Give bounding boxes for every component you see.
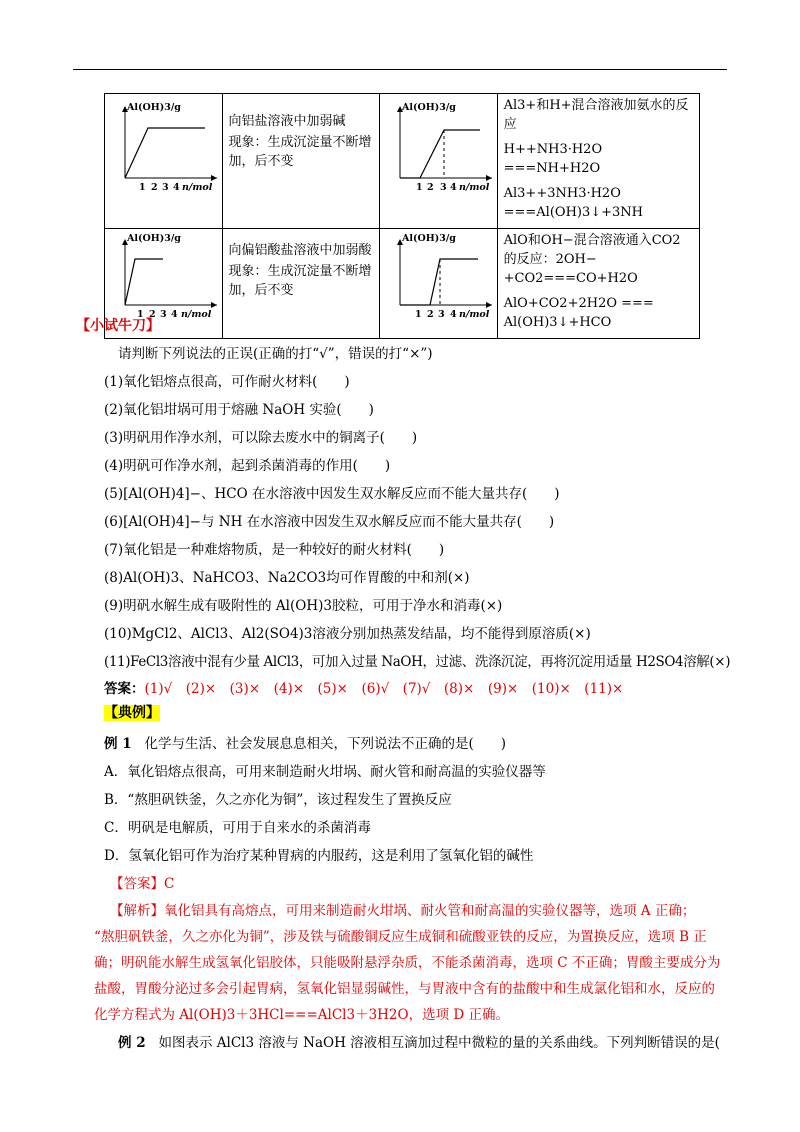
x-label: n/mol xyxy=(459,309,490,320)
reaction-table xyxy=(104,93,700,339)
example-2-question xyxy=(118,1031,720,1051)
option-d: D．氢氧化铝可作为治疗某种胃病的内服药，这是利用了氢氧化铝的碱性 xyxy=(104,848,534,864)
example-2-label: 例 2 xyxy=(118,1035,146,1051)
quiz-heading: 【小试牛刀】 xyxy=(76,318,160,334)
example-heading-label: 【典例】 xyxy=(104,705,160,721)
quiz-prompt: 请判断下列说法的正误(正确的打“√”，错误的打“×”) xyxy=(118,346,433,362)
tick-label: 2 xyxy=(427,309,434,320)
option-c: C．明矾是电解质，可用于自来水的杀菌消毒 xyxy=(104,820,371,836)
curve xyxy=(125,128,205,178)
answer-label: 答案： xyxy=(104,681,145,697)
quiz-item: (10)MgCl2、AlCl3、Al2(SO4)3溶液分别加热蒸发结晶，均不能得到原溶质(×) xyxy=(104,626,591,642)
quiz-item: (3)明矾用作净水剂，可以除去废水中的铜离子( ) xyxy=(104,430,418,446)
equation-cell xyxy=(497,229,699,339)
tick-label: 4 xyxy=(171,309,178,320)
analysis-line: 盐酸，胃酸分泌过多会引起胃病，氢氧化铝显弱碱性，与胃液中含有的盐酸中和生成氯化铝和水，反应的 xyxy=(94,981,715,997)
equation-text: AlO和OH−混合溶液通入CO2的反应：2OH−+CO2===CO+H2O xyxy=(503,233,681,286)
precipitate-graph xyxy=(380,229,498,329)
x-label: n/mol xyxy=(459,182,490,193)
equation-text: H++NH3·H2O ===NH+H2O xyxy=(503,142,603,176)
y-label: Al(OH)3/g xyxy=(402,233,457,244)
quiz-item: (4)明矾可作净水剂，起到杀菌消毒的作用( ) xyxy=(104,458,391,474)
y-label: Al(OH)3/g xyxy=(402,102,457,113)
tick-label: 4 xyxy=(450,182,457,193)
quiz-item: (9)明矾水解生成有吸附性的 Al(OH)3胶粒，可用于净水和消毒(×) xyxy=(104,598,503,614)
tick-label: 4 xyxy=(450,309,457,320)
header-rule xyxy=(73,69,727,70)
tick-label: 3 xyxy=(440,182,447,193)
equation-text: Al3++3NH3·H2O ===Al(OH)3↓+3NH xyxy=(503,186,644,220)
example-1-text: 化学与生活、社会发展息息相关，下列说法不正确的是( ) xyxy=(144,736,507,752)
x-axis-arrow xyxy=(211,175,217,181)
option-b: B．“熬胆矾铁釜，久之亦化为铜”，该过程发生了置换反应 xyxy=(104,792,452,808)
equation-text: AlO+CO2+2H2O === Al(OH)3↓+HCO xyxy=(503,296,654,330)
example-1-label: 例 1 xyxy=(104,736,132,752)
quiz-item: (5)[Al(OH)4]−、HCO 在水溶液中因发生双水解反应而不能大量共存( ) xyxy=(104,486,560,502)
x-label: n/mol xyxy=(182,182,213,193)
analysis-line: 确；明矾能水解生成氢氧化铝胶体，只能吸附悬浮杂质，不能杀菌消毒，选项 C 不正确；胃酸主要成分为 xyxy=(94,955,721,971)
example-heading xyxy=(104,702,160,722)
quiz-item: (2)氧化铝坩埚可用于熔融 NaOH 实验( ) xyxy=(104,402,374,418)
x-label: n/mol xyxy=(181,309,212,320)
tick-label: 3 xyxy=(160,309,167,320)
analysis-text: 氧化铝具有高熔点，可用来制造耐火坩埚、耐火管和耐高温的实验仪器等，选项 A 正确； xyxy=(164,903,696,919)
tick-label: 1 xyxy=(137,309,144,320)
quiz-item: (11)FeCl3溶液中混有少量 AlCl3，可加入过量 NaOH，过滤、洗涤沉淀，再将沉淀用适量 H2SO4溶解(×) xyxy=(104,654,731,670)
tick-label: 3 xyxy=(162,182,169,193)
curve xyxy=(400,259,478,305)
analysis-line: 化学方程式为 Al(OH)3＋3HCl===AlCl3＋3H2O，选项 D 正确。 xyxy=(94,1007,509,1023)
tick-label: 3 xyxy=(438,309,445,320)
equation-cell xyxy=(497,94,699,229)
quiz-item: (8)Al(OH)3、NaHCO3、Na2CO3均可作胃酸的中和剂(×) xyxy=(104,570,470,586)
tick-label: 4 xyxy=(173,182,180,193)
graph-cell xyxy=(105,94,223,229)
method-cell xyxy=(222,94,380,229)
method-text: 向偏铝酸盐溶液中加弱酸 xyxy=(228,243,372,258)
answer-text: (1)√ (2)× (3)× (4)× (5)× (6)√ (7)√ (8)× (9)× (10)× (11)× xyxy=(144,681,624,697)
method-cell xyxy=(222,229,380,339)
tick-label: 2 xyxy=(151,182,158,193)
example-1-question xyxy=(104,732,506,752)
curve xyxy=(125,259,163,305)
precipitate-graph xyxy=(380,94,498,202)
tick-label: 1 xyxy=(416,182,423,193)
graph-cell xyxy=(380,229,498,339)
quiz-item: (6)[Al(OH)4]−与 NH 在水溶液中因发生双水解反应而不能大量共存( ) xyxy=(104,514,555,530)
tick-label: 2 xyxy=(427,182,434,193)
equation-text: Al3+和H+混合溶液加氨水的反应 xyxy=(503,98,689,132)
option-a: A．氧化铝熔点很高，可用来制造耐火坩埚、耐火管和耐高温的实验仪器等 xyxy=(104,764,546,780)
tick-label: 1 xyxy=(139,182,146,193)
y-label: Al(OH)3/g xyxy=(127,233,181,244)
quiz-answer xyxy=(104,677,623,697)
example-2-text: 如图表示 AlCl3 溶液与 NaOH 溶液相互滴加过程中微粒的量的关系曲线。下列判断错误的是( xyxy=(158,1035,720,1051)
precipitate-graph xyxy=(105,229,223,329)
analysis-label: 【解析】 xyxy=(110,903,164,919)
quiz-item: (7)氧化铝是一种难熔物质，是一种较好的耐火材料( ) xyxy=(104,542,445,558)
quiz-item: (1)氧化铝熔点很高，可作耐火材料( ) xyxy=(104,374,350,390)
analysis-line xyxy=(110,899,695,919)
table-row xyxy=(105,229,700,339)
y-label: Al(OH)3/g xyxy=(127,102,181,113)
phenomenon-text: 现象：生成沉淀量不断增加，后不变 xyxy=(228,135,372,169)
method-text: 向铝盐溶液中加弱碱 xyxy=(228,114,346,129)
analysis-line: “熬胆矾铁釜，久之亦化为铜”，涉及铁与硫酸铜反应生成铜和硫酸亚铁的反应，为置换反应，选项 B 正 xyxy=(94,929,707,945)
phenomenon-text: 现象：生成沉淀量不断增加，后不变 xyxy=(228,264,372,298)
tick-label: 2 xyxy=(149,309,156,320)
example-answer: 【答案】C xyxy=(110,876,175,892)
curve xyxy=(400,130,480,178)
precipitate-graph xyxy=(105,94,223,202)
graph-cell xyxy=(380,94,498,229)
tick-label: 1 xyxy=(415,309,422,320)
table-row xyxy=(105,94,700,229)
